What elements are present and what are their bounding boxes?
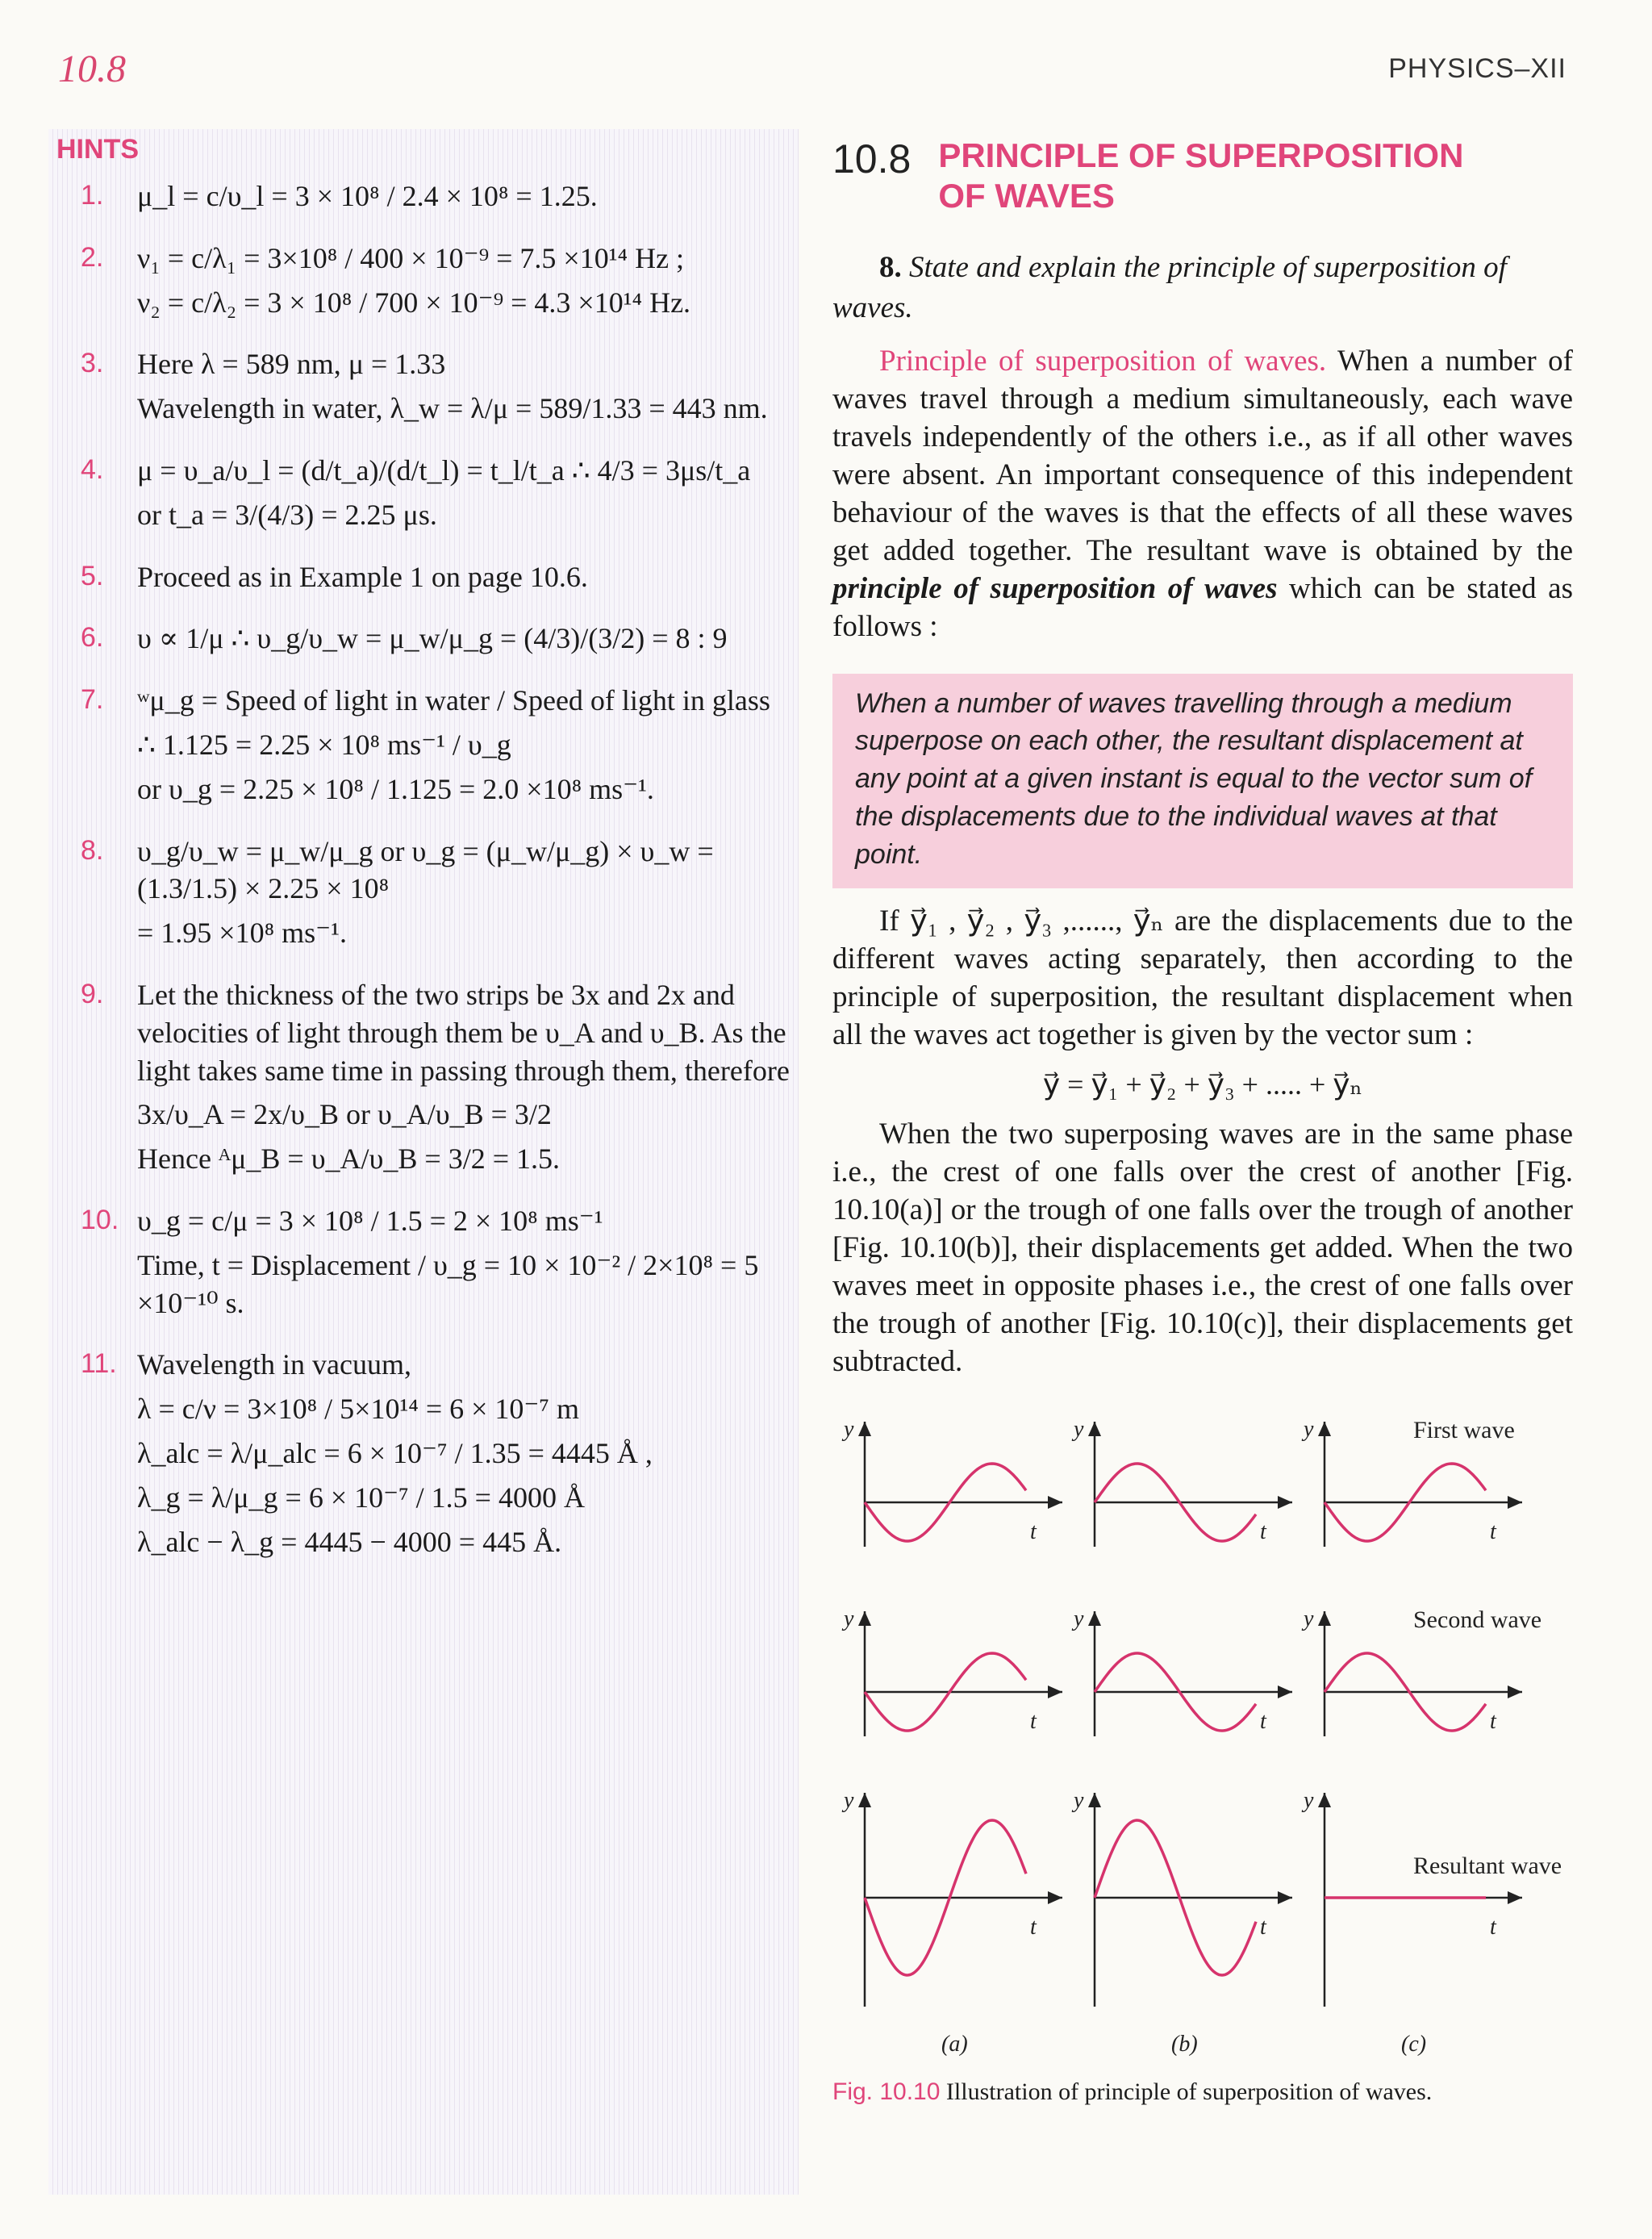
- hint-line: μ = υ_a/υ_l = (d/t_a)/(d/t_l) = t_l/t_a ∴ 4/3 = 3μs/t_a: [137, 453, 751, 487]
- t-axis-arrow: [1508, 1891, 1522, 1904]
- hint-line: λ_alc − λ_g = 4445 − 4000 = 445 Å.: [137, 1525, 562, 1558]
- row-label: Second wave: [1413, 1606, 1542, 1633]
- hint-number: 7.: [81, 684, 104, 716]
- t-axis-arrow: [1048, 1891, 1062, 1904]
- hint-number: 1.: [81, 180, 104, 211]
- t-axis-arrow: [1048, 1686, 1062, 1698]
- t-axis-arrow: [1508, 1686, 1522, 1698]
- hint-number: 4.: [81, 453, 104, 485]
- hint-6: [81, 620, 799, 664]
- hint-line: μ_l = c/υ_l = 3 × 10⁸ / 2.4 × 10⁸ = 1.25.: [137, 180, 598, 212]
- hint-number: 6.: [81, 622, 104, 654]
- hint-number: 5.: [81, 560, 104, 591]
- hint-line: ʷμ_g = Speed of light in water / Speed of light in glass: [137, 684, 770, 717]
- hint-line: λ_g = λ/μ_g = 6 × 10⁻⁷ / 1.5 = 4000 Å: [137, 1481, 585, 1514]
- principle-statement-box: When a number of waves travelling through a medium superpose on each other, the resultant displacement at any point at a given instant is equal to the vector sum of the displacements due to the individual waves at that point.: [832, 674, 1573, 889]
- y-axis-label: y: [1074, 1787, 1084, 1813]
- hint-7: [81, 682, 799, 814]
- y-axis-arrow: [858, 1611, 871, 1626]
- y-axis-label: y: [1304, 1787, 1314, 1813]
- t-axis-label: t: [1260, 1708, 1266, 1734]
- hint-line: υ_g/υ_w = μ_w/μ_g or υ_g = (μ_w/μ_g) × υ_w = (1.3/1.5) × 2.25 × 10⁸: [137, 834, 714, 905]
- t-axis-label: t: [1260, 1518, 1266, 1544]
- hint-line: Wavelength in vacuum,: [137, 1348, 411, 1381]
- hint-number: 10.: [81, 1204, 119, 1235]
- paragraph-vector-sum: If y⃗₁ , y⃗₂ , y⃗₃ ,......, y⃗ₙ are the displacements due to the different waves acting separately, then according to the principle of superposition, the resultant displacement when all the waves act together is given by the vector sum :: [832, 904, 1573, 1052]
- y-axis-arrow: [858, 1422, 871, 1436]
- y-axis-arrow: [1088, 1793, 1101, 1807]
- y-axis-label: y: [1304, 1416, 1314, 1442]
- emphasis-term: principle of superposition of waves: [832, 571, 1278, 605]
- paragraph-principle: Principle of superposition of waves. When a number of waves travel through a medium simultaneously, each wave travels independently of the others i.e., as if all other waves were absent. An important consequence of this independent behaviour of the waves is that the effects of all these waves get added together. The resultant wave is obtained by the principle of superposition of waves which can be stated as follows :: [832, 344, 1574, 643]
- t-axis-label: t: [1030, 1708, 1037, 1734]
- t-axis-label: t: [1030, 1914, 1037, 1940]
- y-axis-label: y: [1304, 1606, 1314, 1631]
- hint-line: Time, t = Displacement / υ_g = 10 × 10⁻² / 2×10⁸ = 5 ×10⁻¹⁰ s.: [137, 1248, 759, 1319]
- hint-line: Wavelength in water, λ_w = λ/μ = 589/1.33 = 443 nm.: [137, 392, 768, 425]
- hint-line: Here λ = 589 nm, μ = 1.33: [137, 348, 446, 381]
- hint-2: [81, 240, 799, 328]
- hint-line: or υ_g = 2.25 × 10⁸ / 1.125 = 2.0 ×10⁸ ms⁻¹.: [137, 772, 654, 805]
- section-heading: [832, 136, 1573, 217]
- paragraph-phases: When the two superposing waves are in the same phase i.e., the crest of one falls over the crest of another [Fig. 10.10(a)] or the trough of one falls over the trough of another [Fig. 10.10(b)], their displacements get added. When the two waves meet in opposite phases i.e., the crest of one falls over the trough of another [Fig. 10.10(c)], their displacements get subtracted.: [832, 1117, 1573, 1378]
- hint-line: υ_g = c/μ = 3 × 10⁸ / 1.5 = 2 × 10⁸ ms⁻¹: [137, 1204, 603, 1237]
- y-axis-arrow: [1088, 1422, 1101, 1436]
- y-axis-arrow: [1318, 1793, 1331, 1807]
- hint-line: λ_alc = λ/μ_alc = 6 × 10⁻⁷ / 1.35 = 4445 Å ,: [137, 1436, 653, 1469]
- paragraph-heading: Principle of superposition of waves.: [879, 344, 1327, 378]
- hint-number: 2.: [81, 241, 104, 273]
- superposition-equation: y⃗ = y⃗₁ + y⃗₂ + y⃗₃ + ..... + y⃗ₙ: [1042, 1068, 1363, 1101]
- page-number: 10.8: [58, 48, 126, 90]
- t-axis-label: t: [1490, 1708, 1496, 1734]
- hint-number: 3.: [81, 348, 104, 379]
- wave-diagram: [832, 1406, 1573, 2067]
- hint-line: υ ∝ 1/μ ∴ υ_g/υ_w = μ_w/μ_g = (4/3)/(3/2) = 8 : 9: [137, 622, 728, 655]
- t-axis-label: t: [1490, 1518, 1496, 1544]
- hint-3: [81, 345, 799, 434]
- panel-label: (c): [1401, 2031, 1427, 2057]
- y-axis-label: y: [844, 1416, 854, 1442]
- hint-4: [81, 452, 799, 541]
- y-axis-label: y: [1074, 1416, 1084, 1442]
- t-axis-label: t: [1260, 1914, 1266, 1940]
- hint-1: [81, 178, 799, 222]
- book-title: PHYSICS–XII: [1388, 53, 1566, 84]
- hint-line: or t_a = 3/(4/3) = 2.25 μs.: [137, 498, 437, 531]
- hint-line: 3x/υ_A = 2x/υ_B or υ_A/υ_B = 3/2: [137, 1098, 552, 1131]
- hint-11: [81, 1346, 799, 1567]
- t-axis-arrow: [1278, 1686, 1292, 1698]
- hint-line: Hence ᴬμ_B = υ_A/υ_B = 3/2 = 1.5.: [137, 1142, 561, 1176]
- y-axis-arrow: [1318, 1611, 1331, 1626]
- figure-caption-text: Illustration of principle of superposition of waves.: [945, 2078, 1433, 2105]
- row-label: Resultant wave: [1413, 1852, 1562, 1879]
- hint-line: ν₂ = c/λ₂ = 3 × 10⁸ / 700 × 10⁻⁹ = 4.3 ×10¹⁴ Hz.: [137, 286, 691, 319]
- t-axis-arrow: [1278, 1891, 1292, 1904]
- hint-number: 11.: [81, 1348, 117, 1380]
- figure-caption: [832, 2078, 1573, 2106]
- hint-line: Proceed as in Example 1 on page 10.6.: [137, 560, 588, 593]
- panel-label: (b): [1171, 2031, 1198, 2057]
- hint-8: [81, 833, 799, 959]
- question-text: State and explain the principle of superposition of waves.: [832, 250, 1507, 324]
- question: [832, 248, 1573, 328]
- hint-9: [81, 976, 799, 1184]
- hint-number: 8.: [81, 834, 104, 866]
- hint-line: ν₁ = c/λ₁ = 3×10⁸ / 400 × 10⁻⁹ = 7.5 ×10¹⁴ Hz ;: [137, 241, 685, 274]
- t-axis-label: t: [1030, 1518, 1037, 1544]
- hints-list: [81, 178, 799, 1585]
- section-number: 10.8: [832, 136, 912, 182]
- figure-superposition: [832, 1406, 1573, 2067]
- hint-10: [81, 1202, 799, 1328]
- hint-line: Let the thickness of the two strips be 3x and 2x and velocities of light through them be υ_A and υ_B. As the light takes same time in passing through them, therefore: [137, 978, 790, 1087]
- t-axis-arrow: [1278, 1496, 1292, 1509]
- y-axis-label: y: [844, 1606, 854, 1631]
- y-axis-arrow: [1318, 1422, 1331, 1436]
- panel-label: (a): [941, 2031, 968, 2057]
- hint-number: 9.: [81, 978, 104, 1009]
- main-column: [832, 136, 1573, 2106]
- t-axis-arrow: [1508, 1496, 1522, 1509]
- hint-line: = 1.95 ×10⁸ ms⁻¹.: [137, 917, 347, 950]
- t-axis-arrow: [1048, 1496, 1062, 1509]
- y-axis-arrow: [1088, 1611, 1101, 1626]
- t-axis-label: t: [1490, 1914, 1496, 1940]
- section-title: PRINCIPLE OF SUPERPOSITION OF WAVES: [938, 136, 1464, 215]
- hint-5: [81, 558, 799, 603]
- hint-line: λ = c/ν = 3×10⁸ / 5×10¹⁴ = 6 × 10⁻⁷ m: [137, 1393, 579, 1426]
- y-axis-label: y: [1074, 1606, 1084, 1631]
- y-axis-arrow: [858, 1793, 871, 1807]
- hints-title: HINTS: [56, 134, 139, 165]
- hint-line: ∴ 1.125 = 2.25 × 10⁸ ms⁻¹ / υ_g: [137, 728, 511, 761]
- question-number: 8.: [879, 250, 902, 284]
- y-axis-label: y: [844, 1787, 854, 1813]
- figure-label: Fig. 10.10: [832, 2078, 941, 2105]
- row-label: First wave: [1413, 1416, 1515, 1443]
